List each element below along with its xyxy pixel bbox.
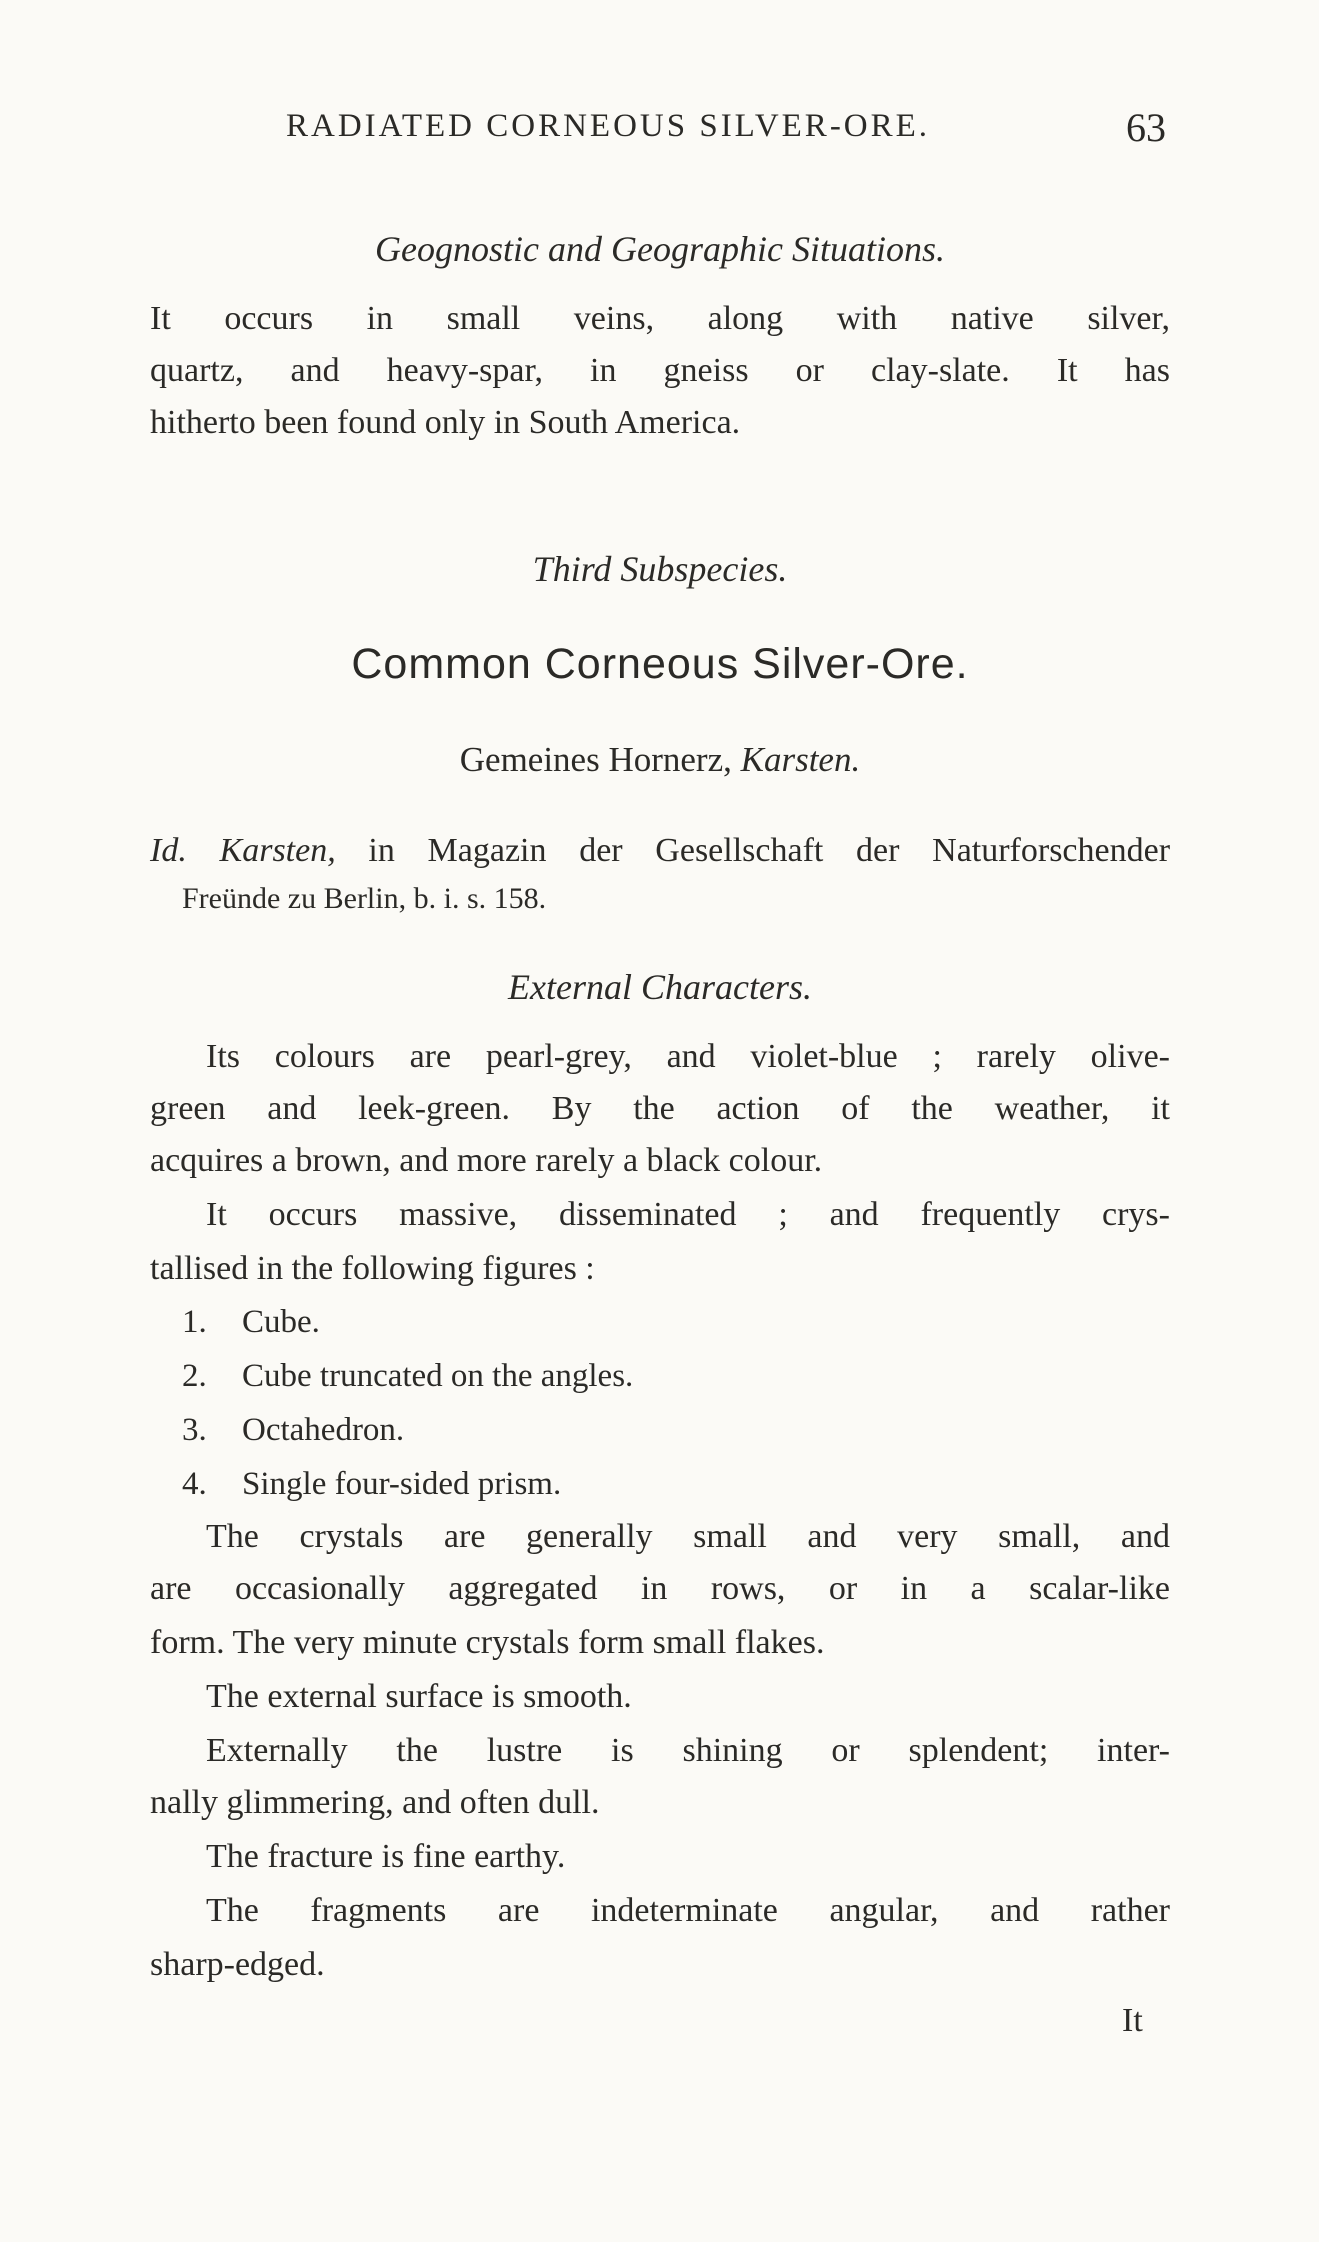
text-line: green and leek-green. By the action of the weather, it bbox=[150, 1090, 1170, 1127]
reference-author: Karsten, bbox=[219, 832, 336, 869]
figure-item bbox=[182, 1412, 404, 1449]
reference-line-1 bbox=[150, 832, 1170, 870]
text-line: It occurs massive, disseminated ; and frequently crys- bbox=[206, 1196, 1170, 1233]
text-line: quartz, and heavy-spar, in gneiss or clay-slate. It has bbox=[150, 352, 1170, 389]
subspecies-label: Third Subspecies. bbox=[532, 549, 788, 589]
section-heading-external: External Characters. bbox=[508, 967, 812, 1007]
text-line: Externally the lustre is shining or splendent; inter- bbox=[206, 1732, 1170, 1769]
figure-text: Single four-sided prism. bbox=[242, 1466, 562, 1502]
reference-line-2: Freünde zu Berlin, b. i. s. 158. bbox=[182, 882, 547, 915]
text-line: The external surface is smooth. bbox=[206, 1678, 632, 1715]
text-line: Its colours are pearl-grey, and violet-blue ; rarely olive- bbox=[206, 1038, 1170, 1075]
figure-number: 1. bbox=[182, 1304, 207, 1340]
figure-number: 4. bbox=[182, 1466, 207, 1502]
figure-item bbox=[182, 1466, 561, 1503]
figure-text: Octahedron. bbox=[242, 1412, 405, 1448]
reference-text: in Magazin der Gesellschaft der Naturforschender bbox=[368, 832, 1171, 869]
subspecies-title: Common Corneous Silver-Ore. bbox=[351, 640, 969, 688]
figure-text: Cube. bbox=[242, 1304, 320, 1340]
synonym-author: Karsten. bbox=[740, 740, 861, 779]
text-line: hitherto been found only in South America. bbox=[150, 404, 741, 441]
figure-item bbox=[182, 1304, 320, 1341]
text-line: sharp-edged. bbox=[150, 1946, 325, 1983]
text-line: The crystals are generally small and very small, and bbox=[206, 1518, 1170, 1555]
text-line: The fragments are indeterminate angular, and rather bbox=[206, 1892, 1170, 1929]
page-number: 63 bbox=[1126, 105, 1166, 150]
figure-number: 2. bbox=[182, 1358, 207, 1394]
text-line: tallised in the following figures : bbox=[150, 1250, 595, 1287]
figure-number: 3. bbox=[182, 1412, 207, 1448]
section-heading-geognostic: Geognostic and Geographic Situations. bbox=[375, 229, 945, 269]
running-head-title: RADIATED CORNEOUS SILVER-ORE. bbox=[286, 108, 931, 144]
text-line: form. The very minute crystals form small flakes. bbox=[150, 1624, 825, 1661]
text-line: are occasionally aggregated in rows, or in a scalar-like bbox=[150, 1570, 1170, 1607]
catchword: It bbox=[1122, 2002, 1143, 2039]
figure-item bbox=[182, 1358, 633, 1395]
text-line: It occurs in small veins, along with native silver, bbox=[150, 300, 1170, 337]
reference-id: Id. bbox=[150, 832, 187, 869]
text-line: The fracture is fine earthy. bbox=[206, 1838, 566, 1875]
figure-text: Cube truncated on the angles. bbox=[242, 1358, 634, 1394]
synonym-name: Gemeines Hornerz, bbox=[459, 740, 732, 779]
synonym-line bbox=[150, 740, 1170, 780]
text-line: nally glimmering, and often dull. bbox=[150, 1784, 600, 1821]
text-line: acquires a brown, and more rarely a black colour. bbox=[150, 1142, 823, 1179]
